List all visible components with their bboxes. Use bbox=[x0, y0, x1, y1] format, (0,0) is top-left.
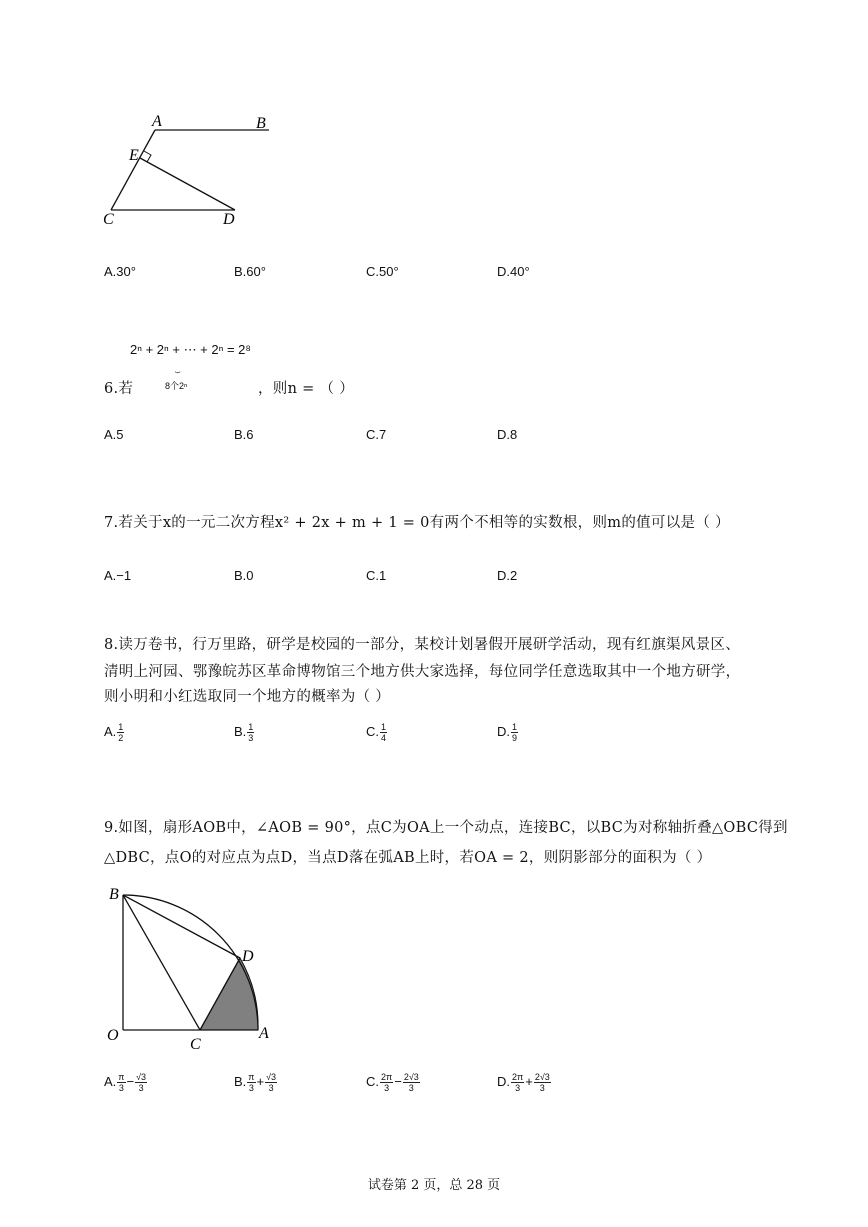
q6-option-d[interactable]: D.8 bbox=[497, 427, 518, 442]
q8-option-b[interactable]: B. $\frac{1}{3}$ bbox=[234, 722, 254, 743]
label-a: A bbox=[152, 113, 162, 130]
label-b2: B bbox=[109, 886, 119, 903]
label-e: E bbox=[129, 147, 139, 164]
q7-option-c[interactable]: C.1 bbox=[366, 568, 387, 583]
q6-prefix: 6.若 bbox=[104, 381, 134, 397]
q6-option-c[interactable]: C.7 bbox=[366, 427, 387, 442]
q9-line-1: 9.如图，扇形AOB中，∠AOB = 90°，点C为OA上一个动点，连接BC，以BC为对称轴折叠△OBC得到 bbox=[104, 820, 788, 836]
page-footer: 试卷第 2 页，总 28 页 bbox=[367, 1178, 501, 1193]
q8-line-2: 清明上河园、鄂豫皖苏区革命博物馆三个地方供大家选择，每位同学任意选取其中一个地方研学， bbox=[104, 664, 741, 680]
q8-line-3: 则小明和小红选取同一个地方的概率为（ ） bbox=[104, 689, 391, 705]
q7-option-b[interactable]: B.0 bbox=[234, 568, 254, 583]
q5-option-c[interactable]: C.50° bbox=[366, 264, 399, 279]
q6-formula: 2ⁿ + 2ⁿ + ⋯ + 2ⁿ = 2⁸ bbox=[130, 342, 251, 357]
q8-option-a[interactable]: A. $\frac{1}{2}$ bbox=[104, 722, 124, 743]
q6-brace-icon: ⏟ bbox=[175, 363, 181, 373]
label-d: D bbox=[223, 211, 235, 228]
label-b: B bbox=[256, 115, 266, 132]
label-c: C bbox=[103, 211, 114, 228]
figure-triangle-ab-cd bbox=[95, 110, 285, 235]
figure-sector-aob bbox=[100, 882, 280, 1052]
q6-suffix: ，则n = （ ） bbox=[258, 381, 355, 397]
q5-option-d[interactable]: D.40° bbox=[497, 264, 530, 279]
label-o2: O bbox=[107, 1027, 119, 1044]
q7-option-a[interactable]: A.−1 bbox=[104, 568, 132, 583]
label-a2: A bbox=[259, 1025, 269, 1042]
q9-line-2: △DBC，点O的对应点为点D，当点D落在弧AB上时，若OA = 2，则阴影部分的面积为（ ） bbox=[104, 850, 712, 866]
q6-option-b[interactable]: B.6 bbox=[234, 427, 254, 442]
label-d2: D bbox=[242, 948, 254, 965]
q5-option-b[interactable]: B.60° bbox=[234, 264, 266, 279]
q5-option-a[interactable]: A.30° bbox=[104, 264, 136, 279]
q8-line-1: 8.读万卷书，行万里路，研学是校园的一部分，某校计划暑假开展研学活动，现有红旗渠风景区、 bbox=[104, 637, 741, 653]
q9-option-a[interactable]: A. $\frac{\pi}{3}$ − $\frac{√3}{3}$ bbox=[104, 1072, 147, 1093]
q6-under-brace-label: 8个2ⁿ bbox=[165, 381, 188, 391]
q6-option-a[interactable]: A.5 bbox=[104, 427, 124, 442]
q9-option-d[interactable]: D. $\frac{2\pi}{3}$ + $\frac{2√3}{3}$ bbox=[497, 1072, 550, 1093]
q7-text: 7.若关于x的一元二次方程x² + 2x + m + 1 = 0有两个不相等的实数根，则m的值可以是（ ） bbox=[104, 515, 730, 531]
q9-option-b[interactable]: B. $\frac{\pi}{3}$ + $\frac{√3}{3}$ bbox=[234, 1072, 277, 1093]
q8-option-c[interactable]: C. $\frac{1}{4}$ bbox=[366, 722, 387, 743]
q9-option-c[interactable]: C. $\frac{2\pi}{3}$ − $\frac{2√3}{3}$ bbox=[366, 1072, 419, 1093]
label-c2: C bbox=[190, 1036, 201, 1052]
q8-option-d[interactable]: D. $\frac{1}{9}$ bbox=[497, 722, 518, 743]
q7-option-d[interactable]: D.2 bbox=[497, 568, 518, 583]
